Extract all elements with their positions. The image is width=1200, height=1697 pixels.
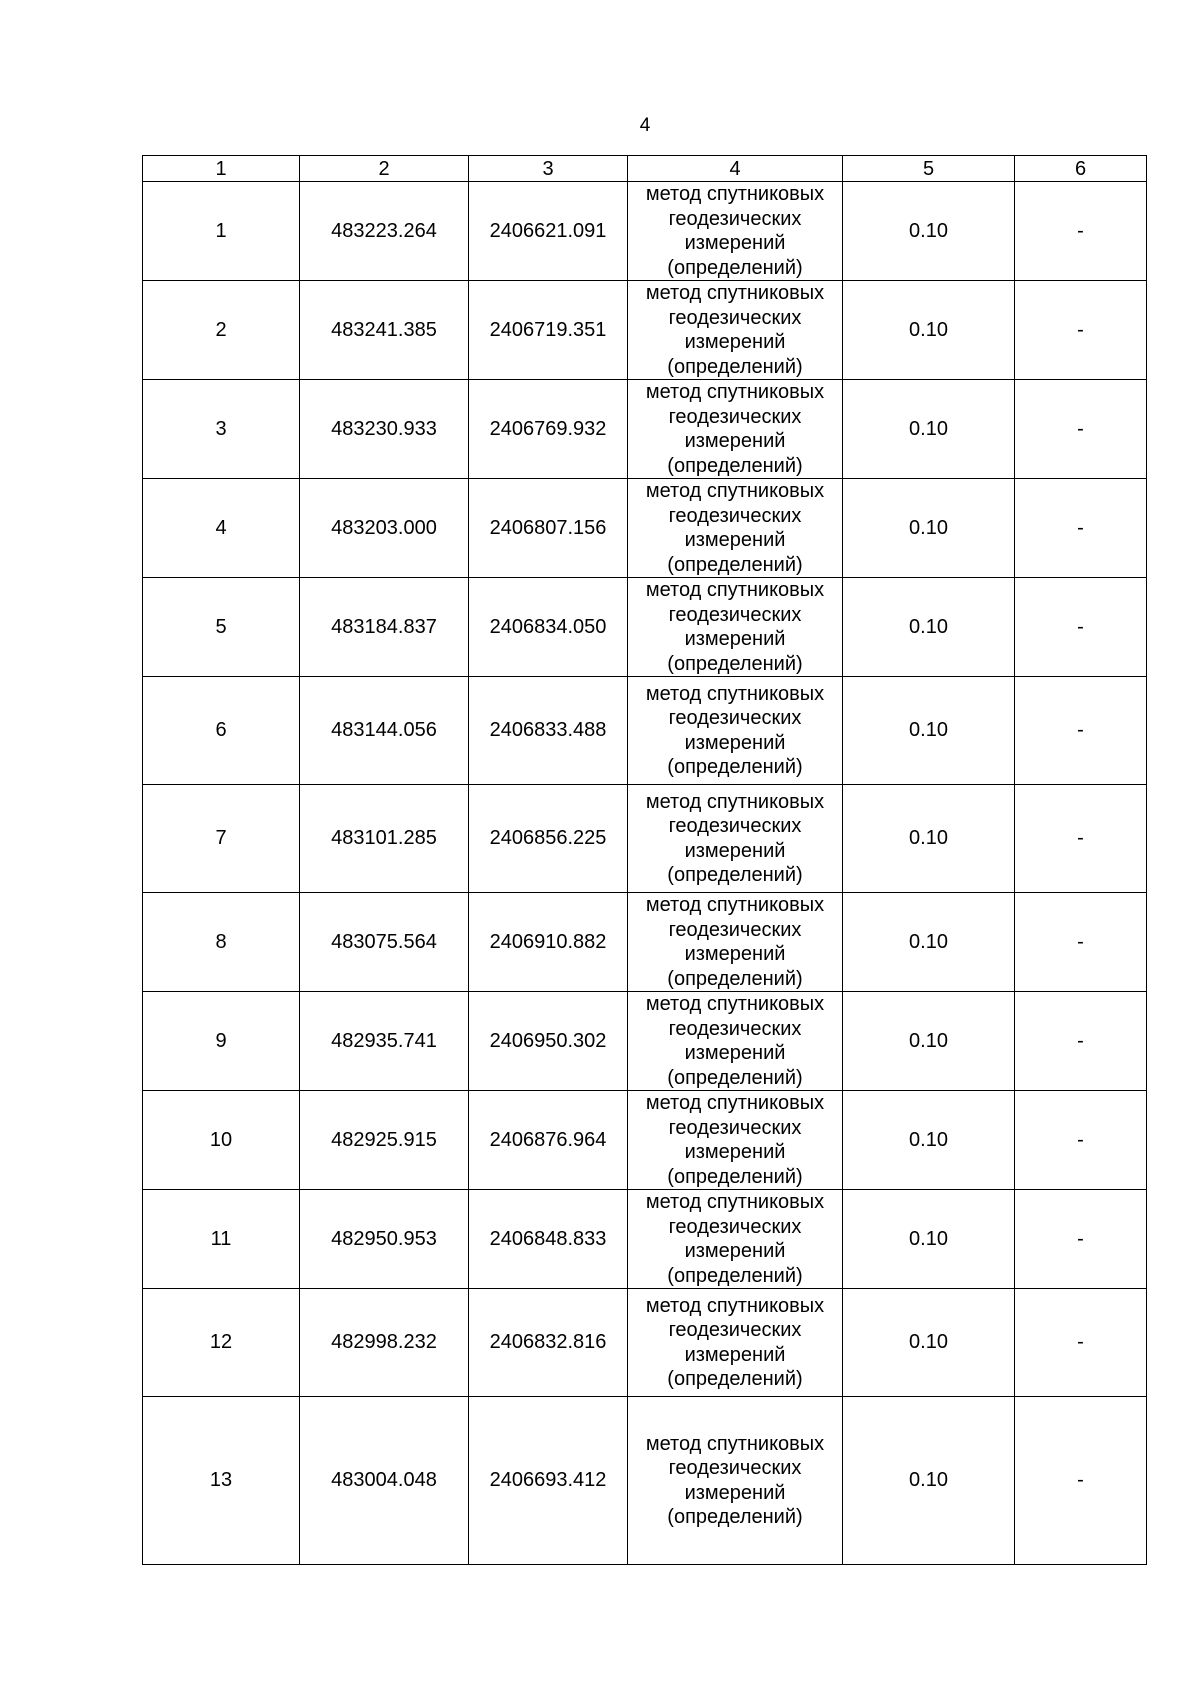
y-coordinate-cell: 2406807.156 [469, 479, 628, 578]
column-header-1: 1 [143, 156, 300, 182]
note-cell: - [1015, 1397, 1147, 1565]
x-coordinate-cell: 483241.385 [300, 281, 469, 380]
accuracy-cell: 0.10 [843, 182, 1015, 281]
method-text: метод спутниковых геодезических измерений (определений) [645, 282, 825, 378]
method-cell [628, 893, 843, 992]
method-cell [628, 677, 843, 785]
point-number-cell: 7 [143, 785, 300, 893]
point-number-cell: 13 [143, 1397, 300, 1565]
note-cell: - [1015, 1289, 1147, 1397]
method-cell [628, 479, 843, 578]
method-cell [628, 1091, 843, 1190]
note-cell: - [1015, 785, 1147, 893]
x-coordinate-cell: 483101.285 [300, 785, 469, 893]
y-coordinate-cell: 2406832.816 [469, 1289, 628, 1397]
method-text: метод спутниковых геодезических измерений (определений) [645, 1191, 825, 1287]
table-row [143, 1397, 1147, 1565]
point-number-cell: 10 [143, 1091, 300, 1190]
y-coordinate-cell: 2406621.091 [469, 182, 628, 281]
table-row [143, 992, 1147, 1091]
method-text: метод спутниковых геодезических измерений (определений) [645, 790, 825, 886]
x-coordinate-cell: 483223.264 [300, 182, 469, 281]
note-cell: - [1015, 1091, 1147, 1190]
point-number-cell: 2 [143, 281, 300, 380]
table-row [143, 578, 1147, 677]
method-text: метод спутниковых геодезических измерений (определений) [645, 480, 825, 576]
y-coordinate-cell: 2406910.882 [469, 893, 628, 992]
column-header-5: 5 [843, 156, 1015, 182]
method-text: метод спутниковых геодезических измерений (определений) [645, 381, 825, 477]
x-coordinate-cell: 482950.953 [300, 1190, 469, 1289]
accuracy-cell: 0.10 [843, 992, 1015, 1091]
y-coordinate-cell: 2406876.964 [469, 1091, 628, 1190]
accuracy-cell: 0.10 [843, 1397, 1015, 1565]
point-number-cell: 3 [143, 380, 300, 479]
method-text: метод спутниковых геодезических измерений (определений) [645, 1092, 825, 1188]
method-text: метод спутниковых геодезических измерений (определений) [645, 1294, 825, 1390]
table-row [143, 281, 1147, 380]
column-header-6: 6 [1015, 156, 1147, 182]
x-coordinate-cell: 483230.933 [300, 380, 469, 479]
point-number-cell: 6 [143, 677, 300, 785]
method-text: метод спутниковых геодезических измерений (определений) [645, 682, 825, 778]
point-number-cell: 11 [143, 1190, 300, 1289]
table-row [143, 182, 1147, 281]
method-cell [628, 380, 843, 479]
table-row [143, 677, 1147, 785]
y-coordinate-cell: 2406848.833 [469, 1190, 628, 1289]
note-cell: - [1015, 281, 1147, 380]
note-cell: - [1015, 182, 1147, 281]
accuracy-cell: 0.10 [843, 281, 1015, 380]
x-coordinate-cell: 483144.056 [300, 677, 469, 785]
y-coordinate-cell: 2406833.488 [469, 677, 628, 785]
accuracy-cell: 0.10 [843, 479, 1015, 578]
point-number-cell: 12 [143, 1289, 300, 1397]
header-row [143, 156, 1147, 182]
x-coordinate-cell: 482925.915 [300, 1091, 469, 1190]
point-number-cell: 1 [143, 182, 300, 281]
accuracy-cell: 0.10 [843, 380, 1015, 479]
point-number-cell: 5 [143, 578, 300, 677]
x-coordinate-cell: 482998.232 [300, 1289, 469, 1397]
x-coordinate-cell: 483004.048 [300, 1397, 469, 1565]
accuracy-cell: 0.10 [843, 785, 1015, 893]
note-cell: - [1015, 893, 1147, 992]
y-coordinate-cell: 2406693.412 [469, 1397, 628, 1565]
table-row [143, 1289, 1147, 1397]
accuracy-cell: 0.10 [843, 1091, 1015, 1190]
method-cell [628, 182, 843, 281]
y-coordinate-cell: 2406856.225 [469, 785, 628, 893]
method-cell [628, 1289, 843, 1397]
method-text: метод спутниковых геодезических измерений (определений) [645, 579, 825, 675]
y-coordinate-cell: 2406950.302 [469, 992, 628, 1091]
x-coordinate-cell: 483075.564 [300, 893, 469, 992]
point-number-cell: 4 [143, 479, 300, 578]
accuracy-cell: 0.10 [843, 1190, 1015, 1289]
method-text: метод спутниковых геодезических измерений (определений) [645, 993, 825, 1089]
table-row [143, 380, 1147, 479]
note-cell: - [1015, 677, 1147, 785]
table-row [143, 1091, 1147, 1190]
accuracy-cell: 0.10 [843, 677, 1015, 785]
method-text: метод спутниковых геодезических измерений (определений) [645, 894, 825, 990]
x-coordinate-cell: 482935.741 [300, 992, 469, 1091]
x-coordinate-cell: 483184.837 [300, 578, 469, 677]
column-header-3: 3 [469, 156, 628, 182]
note-cell: - [1015, 992, 1147, 1091]
note-cell: - [1015, 578, 1147, 677]
note-cell: - [1015, 479, 1147, 578]
page-number: 4 [639, 115, 651, 136]
method-cell [628, 578, 843, 677]
note-cell: - [1015, 380, 1147, 479]
column-header-2: 2 [300, 156, 469, 182]
point-number-cell: 9 [143, 992, 300, 1091]
method-cell [628, 1190, 843, 1289]
accuracy-cell: 0.10 [843, 578, 1015, 677]
point-number-cell: 8 [143, 893, 300, 992]
method-cell [628, 992, 843, 1091]
x-coordinate-cell: 483203.000 [300, 479, 469, 578]
note-cell: - [1015, 1190, 1147, 1289]
accuracy-cell: 0.10 [843, 893, 1015, 992]
method-text: метод спутниковых геодезических измерений (определений) [645, 183, 825, 279]
method-cell [628, 1397, 843, 1565]
table-row [143, 479, 1147, 578]
table-row [143, 785, 1147, 893]
y-coordinate-cell: 2406769.932 [469, 380, 628, 479]
method-cell [628, 785, 843, 893]
y-coordinate-cell: 2406834.050 [469, 578, 628, 677]
coordinates-table [142, 155, 1147, 1565]
column-header-4: 4 [628, 156, 843, 182]
table-row [143, 1190, 1147, 1289]
table-row [143, 893, 1147, 992]
accuracy-cell: 0.10 [843, 1289, 1015, 1397]
method-cell [628, 281, 843, 380]
method-text: метод спутниковых геодезических измерений (определений) [645, 1432, 825, 1528]
y-coordinate-cell: 2406719.351 [469, 281, 628, 380]
